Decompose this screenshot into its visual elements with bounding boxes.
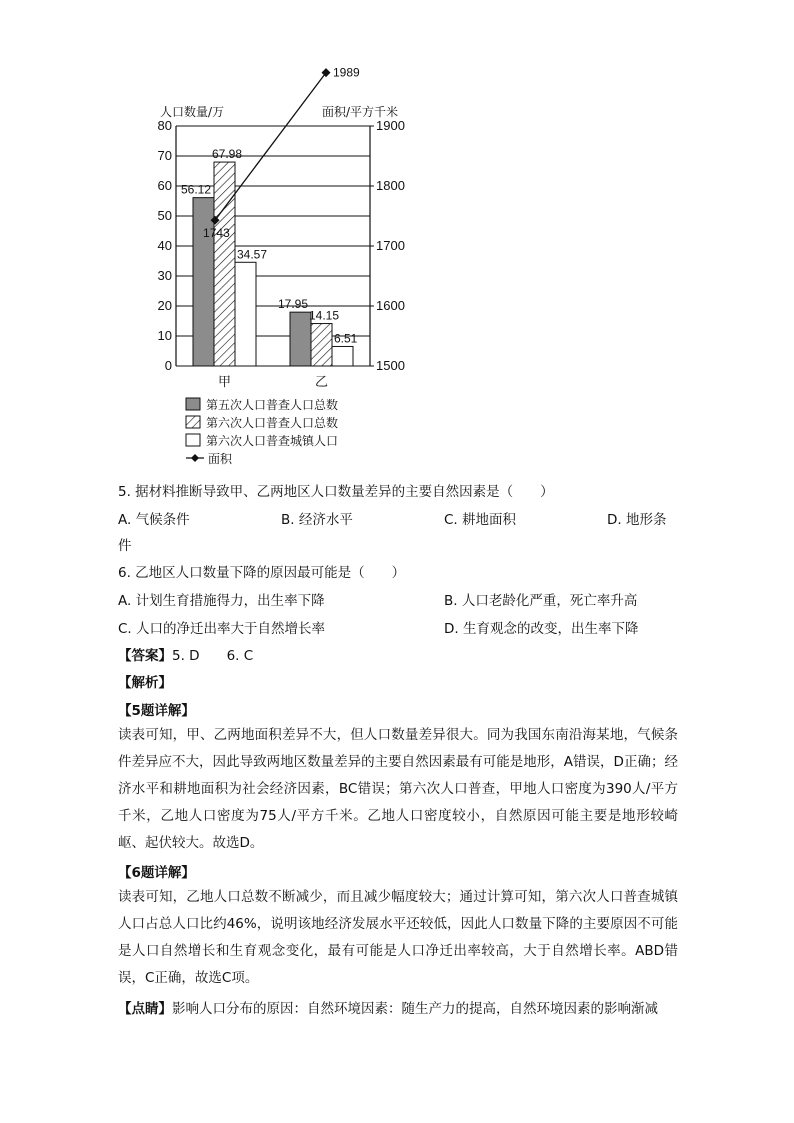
y-left-tick-label: 30	[157, 268, 172, 283]
bar	[290, 312, 311, 366]
y-right-tick-label: 1500	[376, 358, 405, 373]
y-left-tick-label: 40	[157, 238, 172, 253]
question-5-option-a: A. 气候条件	[118, 512, 190, 528]
y-right-tick-label: 1700	[376, 238, 405, 253]
bar	[235, 262, 256, 366]
bar	[193, 198, 214, 366]
y-left-tick-label: 20	[157, 298, 172, 313]
tip-text: 影响人口分布的原因：自然环境因素：随生产力的提高，自然环境因素的影响渐减	[172, 1001, 658, 1017]
x-category-label: 甲	[217, 375, 232, 390]
question-6-option-d: D. 生育观念的改变，出生率下降	[444, 621, 639, 637]
bar-data-label: 14.15	[309, 308, 340, 323]
legend-swatch	[186, 416, 200, 428]
question-5-option-d: D. 地形条	[607, 512, 667, 528]
legend-label: 第五次人口普查人口总数	[206, 398, 339, 412]
y-right-tick-label: 1600	[376, 298, 405, 313]
detail-5-text: 读表可知，甲、乙两地面积差异不大，但人口数量差异很大。同为我国东南沿海某地，气候条件差异应不大，因此导致两地区数量差异的主要自然因素最有可能是地形，A错误，D正确；经济水平和耕地面积为社会经济因素，BC错误；第六次人口普查，甲地人口密度为390人/平方千米，乙地人口密度为75人/平方千米。乙地人口密度较小，自然原因可能主要是地形较崎岖、起伏较大。故选D。	[118, 727, 678, 851]
tip-line	[118, 999, 658, 1019]
y-left-tick-label: 80	[157, 118, 172, 133]
detail-6-text: 读表可知，乙地人口总数不断减少，而且减少幅度较大；通过计算可知，第六次人口普查城镇人口占总人口比约46%，说明该地经济发展水平还较低，因此人口数量下降的主要原因不可能是人口自然增长和生育观念变化，最有可能是人口净迁出率较高，大于自然增长率。ABD错误，C正确，故选C项。	[118, 889, 678, 986]
question-6-option-c: C. 人口的净迁出率大于自然增长率	[118, 621, 326, 637]
x-category-label: 乙	[314, 375, 329, 390]
y-right-tick-label: 1900	[376, 118, 405, 133]
question-5-stem: 5. 据材料推断导致甲、乙两地区人口数量差异的主要自然因素是（ ）	[118, 484, 554, 500]
y-axis-right-title: 面积/平方千米	[322, 105, 399, 119]
question-5-option-d-wrap: 件	[118, 538, 132, 554]
analysis-label: 【解析】	[118, 675, 172, 691]
y-left-tick-label: 0	[164, 358, 172, 373]
y-left-tick-label: 60	[157, 178, 172, 193]
y-right-tick-label: 1800	[376, 178, 405, 193]
legend-swatch	[186, 398, 200, 410]
bar-data-label: 56.12	[181, 182, 212, 197]
bar-data-label: 67.98	[212, 147, 243, 162]
population-area-chart	[150, 65, 440, 481]
detail-5-label: 【5题详解】	[118, 703, 195, 719]
question-6-stem: 6. 乙地区人口数量下降的原因最可能是（ ）	[118, 565, 406, 581]
bar	[214, 162, 235, 366]
legend-line-marker	[191, 454, 199, 462]
y-left-tick-label: 50	[157, 208, 172, 223]
legend-label: 面积	[208, 452, 233, 466]
tip-label: 【点睛】	[118, 1001, 172, 1017]
area-data-label: 1989	[333, 65, 360, 80]
detail-6-label: 【6题详解】	[118, 865, 195, 881]
bar-data-label: 6.51	[334, 331, 358, 346]
y-left-tick-label: 10	[157, 328, 172, 343]
bar-data-label: 17.95	[278, 297, 309, 312]
area-data-label: 1743	[203, 226, 230, 241]
legend-swatch	[186, 434, 200, 446]
legend-label: 第六次人口普查人口总数	[206, 416, 339, 430]
question-5-option-b: B. 经济水平	[281, 512, 353, 528]
answer-label: 【答案】	[118, 648, 172, 664]
y-left-tick-label: 70	[157, 148, 172, 163]
question-6-option-a: A. 计划生育措施得力，出生率下降	[118, 593, 325, 609]
y-axis-left-title: 人口数量/万	[160, 105, 225, 119]
answer-text: 5. D 6. C	[172, 648, 254, 664]
bar-data-label: 34.57	[237, 247, 268, 262]
question-5-option-c: C. 耕地面积	[444, 512, 517, 528]
question-6-option-b: B. 人口老龄化严重，死亡率升高	[444, 593, 638, 609]
bar	[311, 324, 332, 366]
bar	[332, 346, 353, 366]
answer-line	[118, 646, 253, 666]
legend-label: 第六次人口普查城镇人口	[206, 434, 339, 448]
